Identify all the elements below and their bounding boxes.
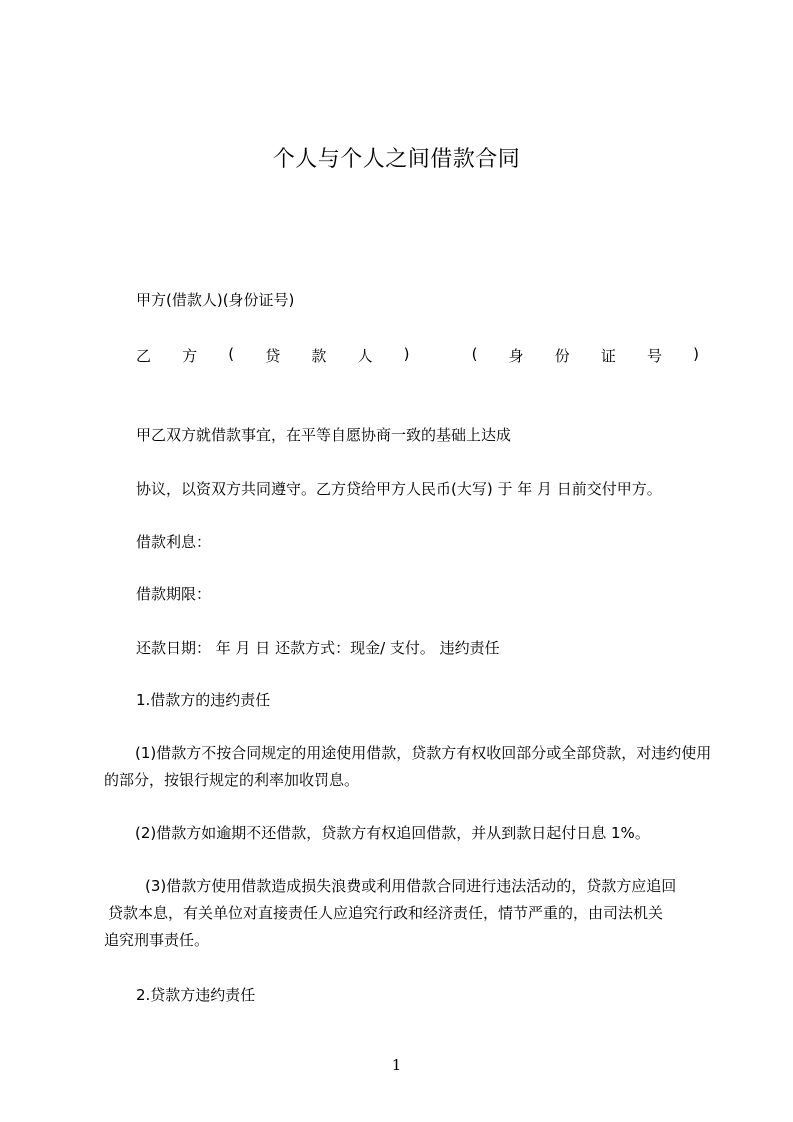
party-b-char: ) — [693, 345, 699, 363]
section-2-heading: 2.贷款方违约责任 — [136, 986, 256, 1004]
term-line: 借款期限： — [136, 585, 212, 603]
clause-3-line-3: 追究刑事责任。 — [104, 931, 210, 949]
party-b-char: ) — [403, 345, 410, 363]
clause-3-line-2: 贷款本息，有关单位对直接责任人应追究行政和经济责任，情节严重的，由司法机关 — [108, 904, 664, 922]
document-title: 个人与个人之间借款合同 — [272, 147, 521, 172]
clause-2: (2)借款方如逾期不还借款，贷款方有权追回借款，并从到款日起付日息 1%。 — [135, 824, 650, 842]
party-a-line: 甲方(借款人)(身份证号) — [136, 291, 295, 309]
intro-line-1: 甲乙双方就借款事宜，在平等自愿协商一致的基础上达成 — [136, 426, 512, 444]
interest-line: 借款利息： — [136, 533, 212, 551]
party-b-line — [136, 345, 699, 366]
party-b-char: 方 — [182, 347, 198, 365]
party-b-char: ( — [471, 345, 478, 363]
party-b-char: 乙 — [136, 347, 152, 365]
party-b-char: 贷 — [265, 347, 281, 365]
party-b-char: 款 — [311, 347, 327, 365]
party-b-char: 身 — [508, 347, 524, 365]
clause-1: (1)借款方不按合同规定的用途使用借款，贷款方有权收回部分或全部贷款，对违约使用的部分，按银行规定的利率加收罚息。 — [104, 744, 712, 789]
party-b-char: 证 — [600, 347, 616, 365]
page-number: 1 — [391, 1056, 402, 1074]
party-b-char: ( — [228, 345, 235, 363]
section-1-heading: 1.借款方的违约责任 — [136, 691, 271, 709]
clause-3-line-1: (3)借款方使用借款造成损失浪费或利用借款合同进行违法活动的，贷款方应追回 — [145, 877, 677, 895]
clause-3 — [104, 873, 712, 954]
party-b-char: 号 — [647, 347, 663, 365]
intro-line-2: 协议，以资双方共同遵守。乙方贷给甲方人民币(大写) 于 年 月 日前交付甲方。 — [136, 480, 662, 498]
repayment-line: 还款日期： 年 月 日 还款方式：现金/ 支付。 违约责任 — [136, 639, 500, 657]
party-b-char: 人 — [357, 347, 373, 365]
party-b-char: 份 — [554, 347, 570, 365]
